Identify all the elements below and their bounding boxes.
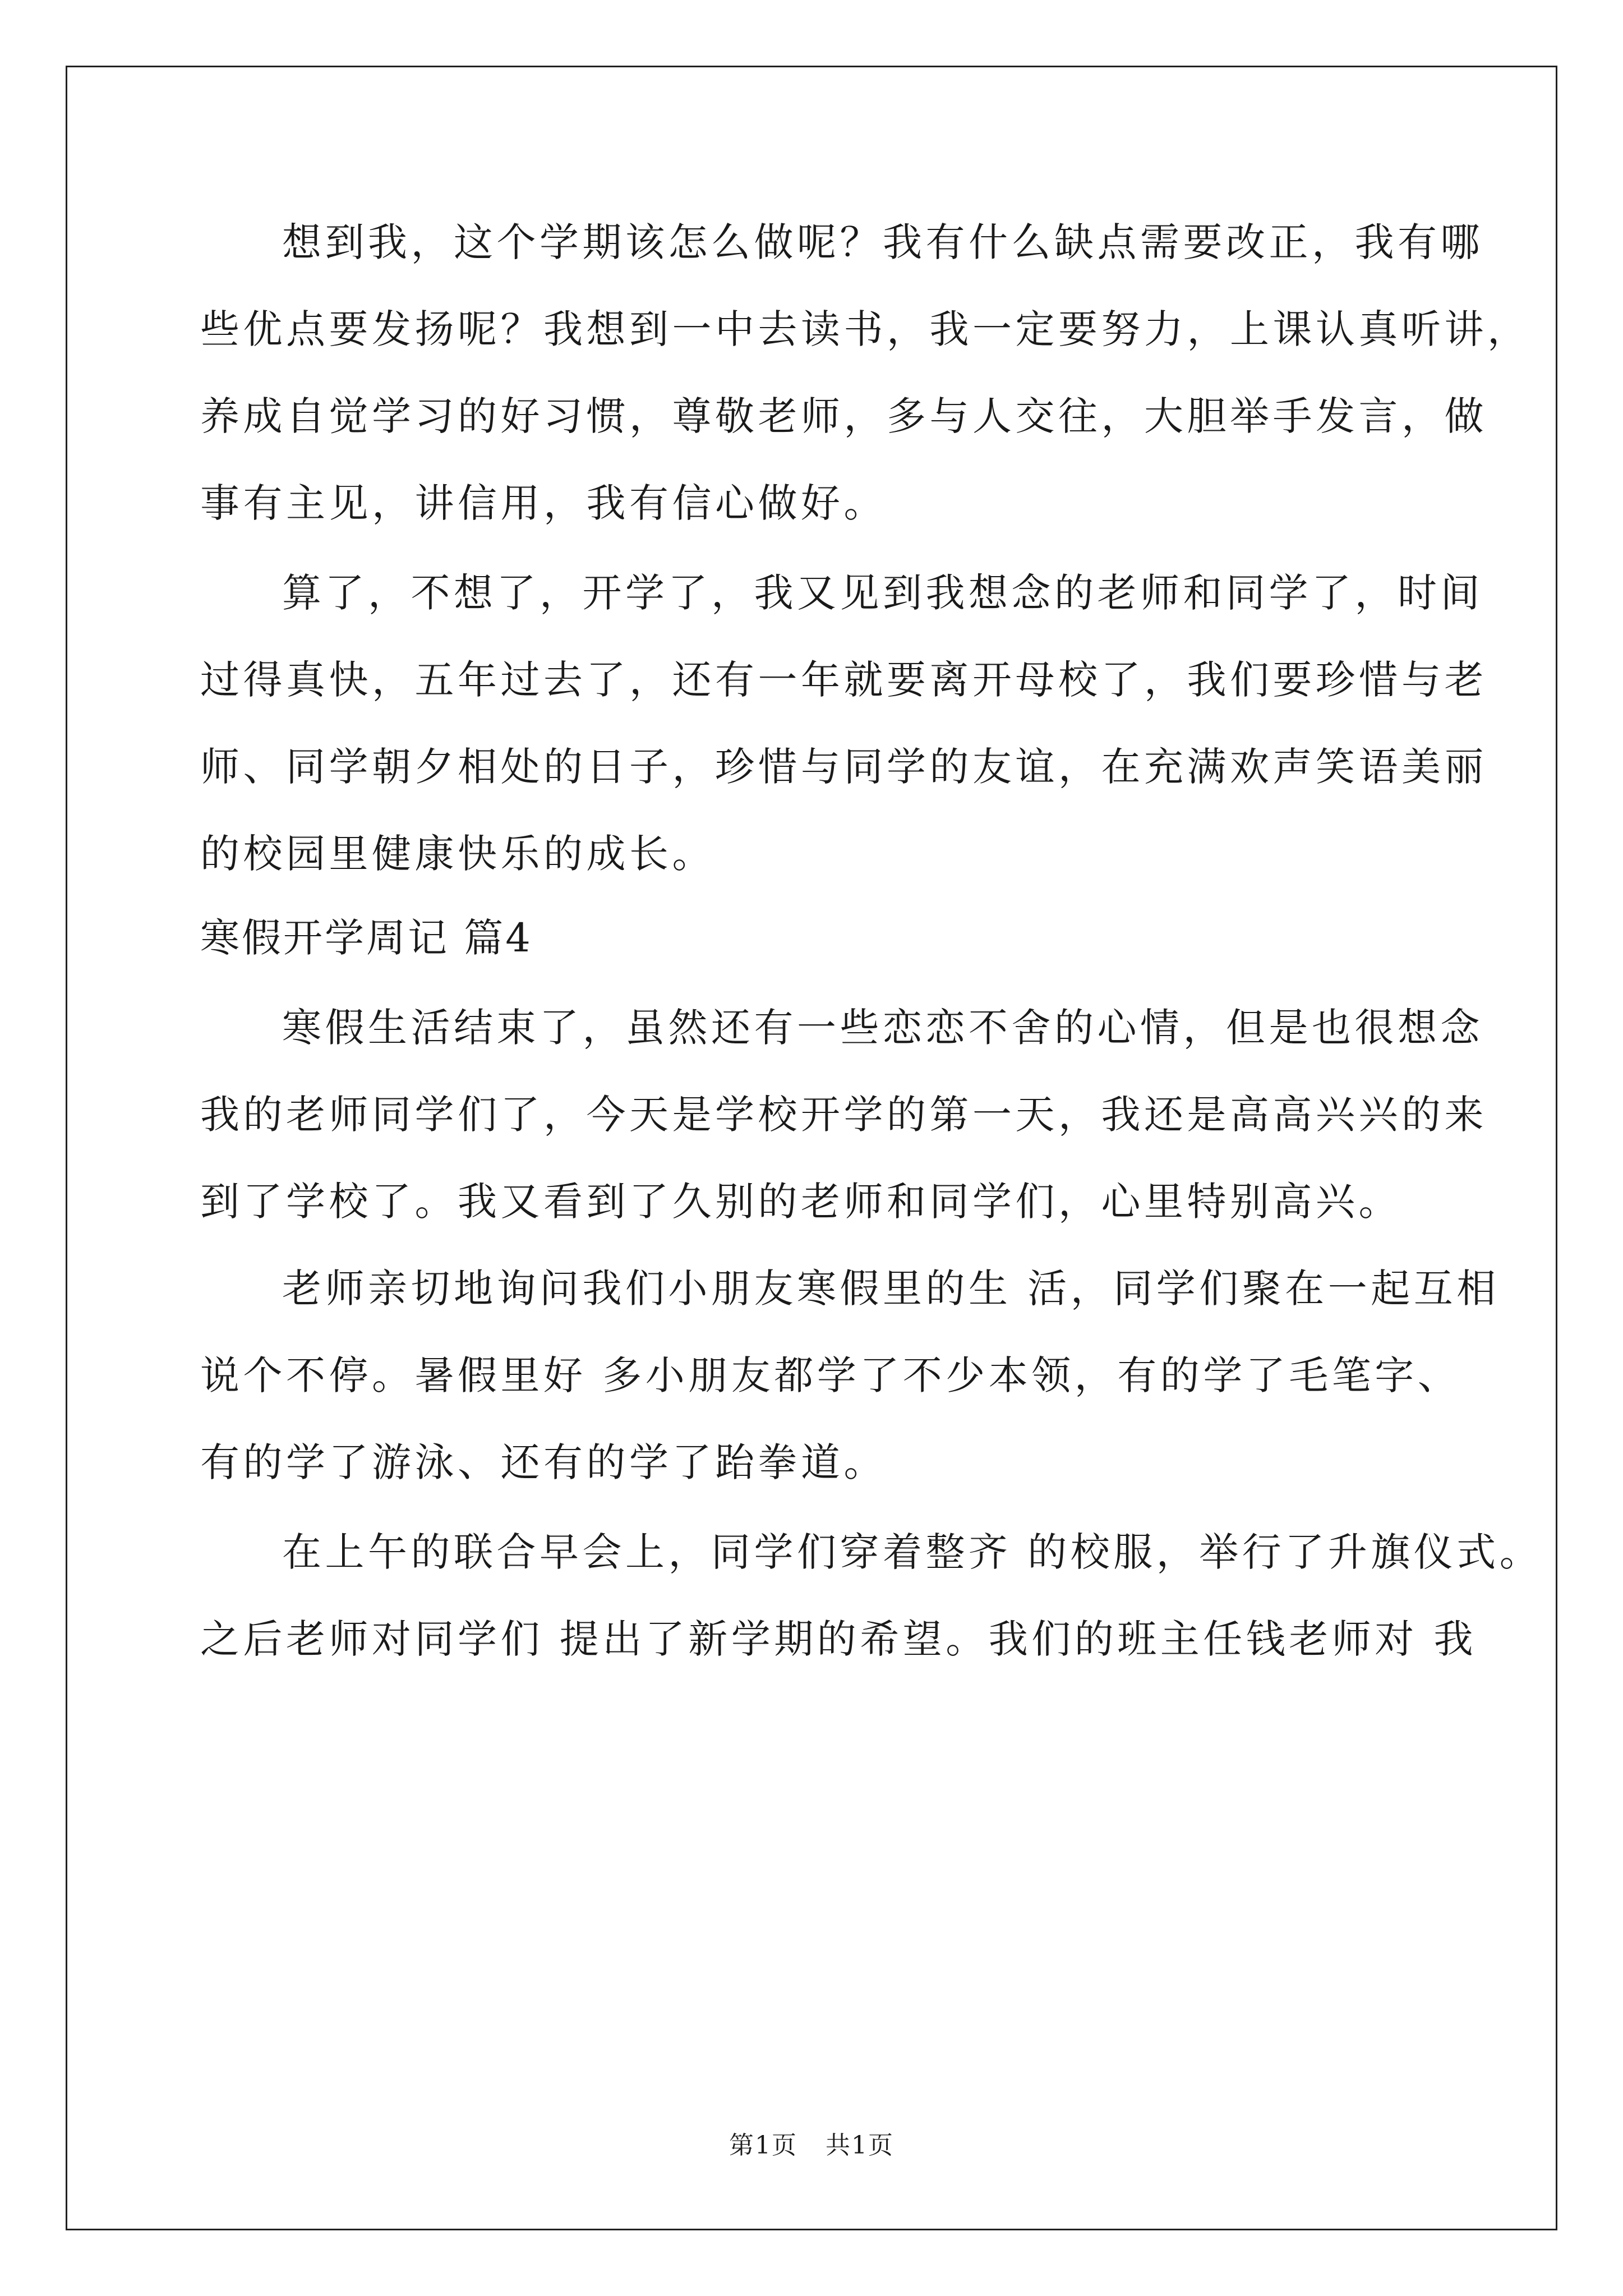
paragraph-line: 些优点要发扬呢？我想到一中去读书，我一定要努力，上课认真听讲， [200,306,1530,352]
page-total: 共1页 [826,2131,894,2160]
paragraph-line: 的校园里健康快乐的成长。 [200,831,715,877]
paragraph-line: 过得真快，五年过去了，还有一年就要离开母校了，我们要珍惜与老 [200,657,1487,703]
paragraph-line: 师、同学朝夕相处的日子，珍惜与同学的友谊，在充满欢声笑语美丽 [200,744,1487,790]
paragraph-line: 老师亲切地询问我们小朋友寒假里的生 活，同学们聚在一起互相 [282,1266,1500,1312]
paragraph-line: 算了，不想了，开学了，我又见到我想念的老师和同学了，时间 [282,570,1483,616]
page-number: 第1页 [729,2131,797,2160]
paragraph-line: 在上午的联合早会上，同学们穿着整齐 的校服，举行了升旗仪式。 [282,1529,1543,1575]
page-border [66,66,1557,2230]
section-heading: 寒假开学周记 篇4 [200,915,533,961]
paragraph-line: 我的老师同学们了，今天是学校开学的第一天，我还是高高兴兴的来 [200,1092,1487,1138]
paragraph-line: 之后老师对同学们 提出了新学期的希望。我们的班主任钱老师对 我 [200,1616,1477,1662]
paragraph-line: 想到我，这个学期该怎么做呢？我有什么缺点需要改正，我有哪 [282,219,1483,265]
paragraph-line: 事有主见，讲信用，我有信心做好。 [200,480,887,526]
paragraph-line: 有的学了游泳、还有的学了跆拳道。 [200,1439,887,1485]
paragraph-line: 说个不停。暑假里好 多小朋友都学了不少本领，有的学了毛笔字、 [200,1352,1461,1398]
paragraph-line: 寒假生活结束了，虽然还有一些恋恋不舍的心情，但是也很想念 [282,1005,1483,1051]
page-footer [0,2132,1623,2160]
paragraph-line: 到了学校了。我又看到了久别的老师和同学们，心里特别高兴。 [200,1179,1401,1225]
paragraph-line: 养成自觉学习的好习惯，尊敬老师，多与人交往，大胆举手发言，做 [200,393,1487,439]
